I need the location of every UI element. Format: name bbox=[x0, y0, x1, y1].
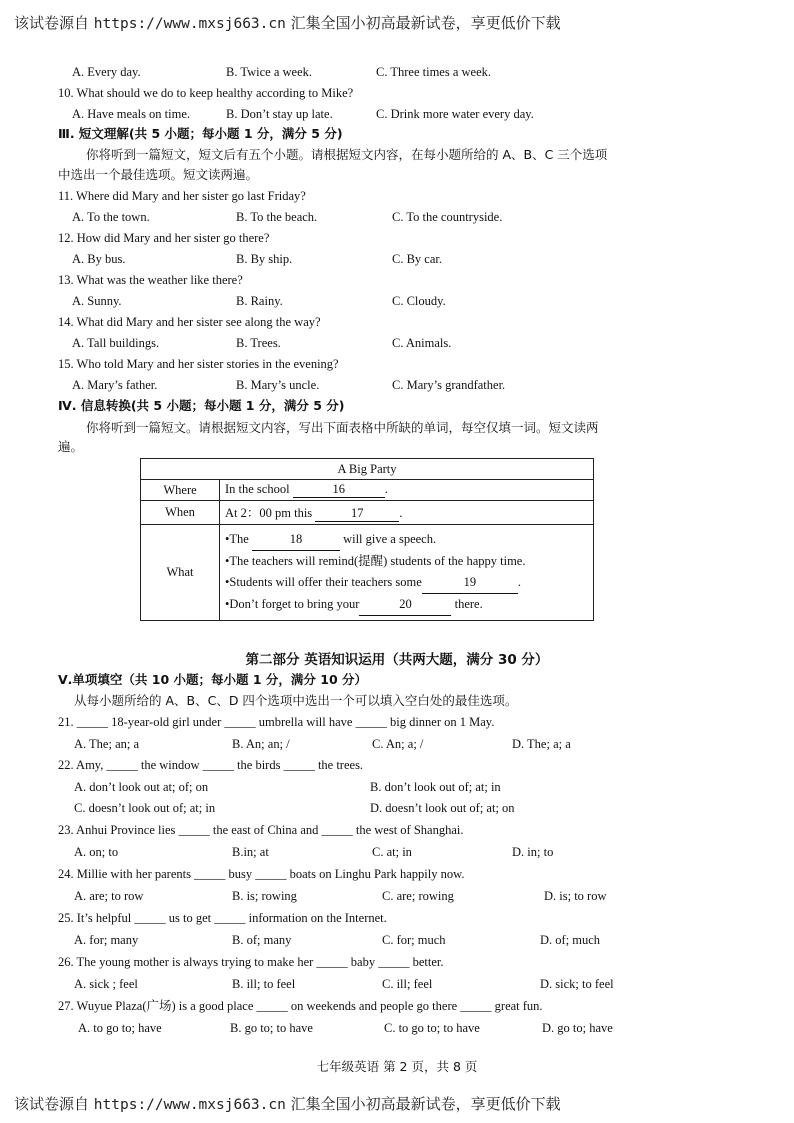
q15-stem: 15. Who told Mary and her sister stories in the evening? bbox=[58, 357, 339, 371]
q14-option-a: A. Tall buildings. bbox=[72, 336, 160, 350]
q10-option-b: B. Don’t stay up late. bbox=[226, 107, 333, 121]
q22-option-c: C. doesn’t look out of; at; in bbox=[74, 801, 216, 815]
q13-stem: 13. What was the weather like there? bbox=[58, 273, 243, 287]
q24-option-d: D. is; to row bbox=[544, 889, 607, 903]
section4-title: Ⅳ. 信息转换(共 5 小题；每小题 1 分，满分 5 分) bbox=[58, 398, 345, 413]
where-cell: In the school 16 . bbox=[220, 480, 594, 501]
q27-option-a: A. to go to; have bbox=[78, 1021, 162, 1035]
q23-option-d: D. in; to bbox=[512, 845, 554, 859]
source-url-link-bottom[interactable]: https://www.mxsj663.cn bbox=[93, 1097, 286, 1113]
q26-stem: 26. The young mother is always trying to make her _____ baby _____ better. bbox=[58, 955, 444, 969]
source-url-link[interactable]: https://www.mxsj663.cn bbox=[93, 16, 286, 32]
q24-stem: 24. Millie with her parents _____ busy _____ boats on Linghu Park happily now. bbox=[58, 867, 465, 881]
q22-option-a: A. don’t look out at; of; on bbox=[74, 780, 209, 794]
q27-stem: 27. Wuyue Plaza(广场) is a good place _____ on weekends and people go there _____ great fun. bbox=[58, 999, 543, 1013]
q24-option-b: B. is; rowing bbox=[232, 889, 297, 903]
what-line-2: •The teachers will remind(提醒) students of the happy time. bbox=[225, 554, 526, 568]
q11-option-c: C. To the countryside. bbox=[392, 210, 503, 224]
q9-option-b: B. Twice a week. bbox=[226, 65, 313, 79]
q13-option-c: C. Cloudy. bbox=[392, 294, 446, 308]
section4-instruction-1: 你将听到一篇短文。请根据短文内容，写出下面表格中所缺的单词，每空仅填一词。短文读两 bbox=[86, 420, 599, 435]
section3-title: Ⅲ. 短文理解(共 5 小题；每小题 1 分，满分 5 分) bbox=[58, 126, 343, 141]
blank-18[interactable]: 18 bbox=[252, 529, 340, 551]
what-line-4: •Don’t forget to bring your 20 there. bbox=[225, 594, 588, 616]
section3-instruction-1: 你将听到一篇短文，短文后有五个小题。请根据短文内容，在每小题所给的 A、B、C 三个选项 bbox=[86, 147, 608, 162]
q13-option-a: A. Sunny. bbox=[72, 294, 122, 308]
q22-stem: 22. Amy, _____ the window _____ the birds _____ the trees. bbox=[58, 758, 364, 772]
what-line-3: •Students will offer their teachers some 19 . bbox=[225, 572, 588, 594]
q26-option-b: B. ill; to feel bbox=[232, 977, 296, 991]
q12-option-c: C. By car. bbox=[392, 252, 442, 266]
q22-option-b: B. don’t look out of; at; in bbox=[370, 780, 501, 794]
section5-title: Ⅴ.单项填空（共 10 小题；每小题 1 分，满分 10 分） bbox=[58, 672, 368, 687]
q9-option-a: A. Every day. bbox=[72, 65, 141, 79]
q14-stem: 14. What did Mary and her sister see along the way? bbox=[58, 315, 321, 329]
blank-20[interactable]: 20 bbox=[359, 594, 451, 616]
when-label: When bbox=[141, 501, 220, 525]
q12-option-b: B. By ship. bbox=[236, 252, 293, 266]
q21-option-c: C. An; a; / bbox=[372, 737, 424, 751]
q24-option-c: C. are; rowing bbox=[382, 889, 454, 903]
q23-stem: 23. Anhui Province lies _____ the east of China and _____ the west of Shanghai. bbox=[58, 823, 464, 837]
q15-option-b: B. Mary’s uncle. bbox=[236, 378, 320, 392]
q11-option-b: B. To the beach. bbox=[236, 210, 318, 224]
q11-option-a: A. To the town. bbox=[72, 210, 150, 224]
section4-instruction-2: 遍。 bbox=[58, 439, 84, 454]
q13-option-b: B. Rainy. bbox=[236, 294, 283, 308]
blank-16[interactable]: 16 bbox=[293, 482, 385, 498]
source-header: 该试卷源自 https://www.mxsj663.cn 汇集全国小初高最新试卷，享更低价下载 bbox=[14, 14, 561, 32]
blank-17[interactable]: 17 bbox=[315, 506, 399, 522]
q25-stem: 25. It’s helpful _____ us to get _____ information on the Internet. bbox=[58, 911, 387, 925]
q27-option-b: B. go to; to have bbox=[230, 1021, 313, 1035]
where-label: Where bbox=[141, 480, 220, 501]
section3-instruction-2: 中选出一个最佳选项。短文读两遍。 bbox=[58, 167, 259, 182]
q12-stem: 12. How did Mary and her sister go there? bbox=[58, 231, 270, 245]
q15-option-a: A. Mary’s father. bbox=[72, 378, 158, 392]
q10-option-a: A. Have meals on time. bbox=[72, 107, 191, 121]
table-title: A Big Party bbox=[141, 459, 594, 480]
q25-option-b: B. of; many bbox=[232, 933, 292, 947]
q25-option-d: D. of; much bbox=[540, 933, 601, 947]
q15-option-c: C. Mary’s grandfather. bbox=[392, 378, 506, 392]
q27-option-c: C. to go to; to have bbox=[384, 1021, 480, 1035]
part2-heading: 第二部分 英语知识运用（共两大题，满分 30 分） bbox=[245, 652, 549, 668]
q10-stem: 10. What should we do to keep healthy according to Mike? bbox=[58, 86, 354, 100]
q21-option-a: A. The; an; a bbox=[74, 737, 140, 751]
q24-option-a: A. are; to row bbox=[74, 889, 144, 903]
q23-option-b: B.in; at bbox=[232, 845, 269, 859]
page-footer: 七年级英语 第 2 页，共 8 页 bbox=[316, 1059, 478, 1074]
q9-option-c: C. Three times a week. bbox=[376, 65, 492, 79]
q21-option-b: B. An; an; / bbox=[232, 737, 290, 751]
q26-option-d: D. sick; to feel bbox=[540, 977, 614, 991]
big-party-table bbox=[140, 458, 594, 621]
what-cell bbox=[220, 525, 594, 621]
q26-option-c: C. ill; feel bbox=[382, 977, 433, 991]
section5-instruction: 从每小题所给的 A、B、C、D 四个选项中选出一个可以填入空白处的最佳选项。 bbox=[74, 693, 518, 708]
q25-option-a: A. for; many bbox=[74, 933, 139, 947]
q25-option-c: C. for; much bbox=[382, 933, 446, 947]
q27-option-d: D. go to; have bbox=[542, 1021, 613, 1035]
q23-option-a: A. on; to bbox=[74, 845, 119, 859]
q14-option-c: C. Animals. bbox=[392, 336, 452, 350]
what-label: What bbox=[141, 525, 220, 621]
q12-option-a: A. By bus. bbox=[72, 252, 126, 266]
q10-option-c: C. Drink more water every day. bbox=[376, 107, 534, 121]
source-footer: 该试卷源自 https://www.mxsj663.cn 汇集全国小初高最新试卷，享更低价下载 bbox=[14, 1095, 561, 1113]
what-line-1: •The 18 will give a speech. bbox=[225, 529, 588, 551]
q21-stem: 21. _____ 18-year-old girl under _____ umbrella will have _____ big dinner on 1 May. bbox=[58, 715, 495, 729]
q21-option-d: D. The; a; a bbox=[512, 737, 571, 751]
blank-19[interactable]: 19 bbox=[422, 572, 518, 594]
q11-stem: 11. Where did Mary and her sister go last Friday? bbox=[58, 189, 306, 203]
q22-option-d: D. doesn’t look out of; at; on bbox=[370, 801, 515, 815]
q26-option-a: A. sick ; feel bbox=[74, 977, 138, 991]
when-cell: At 2：00 pm this 17 . bbox=[220, 501, 594, 525]
q23-option-c: C. at; in bbox=[372, 845, 412, 859]
q14-option-b: B. Trees. bbox=[236, 336, 281, 350]
